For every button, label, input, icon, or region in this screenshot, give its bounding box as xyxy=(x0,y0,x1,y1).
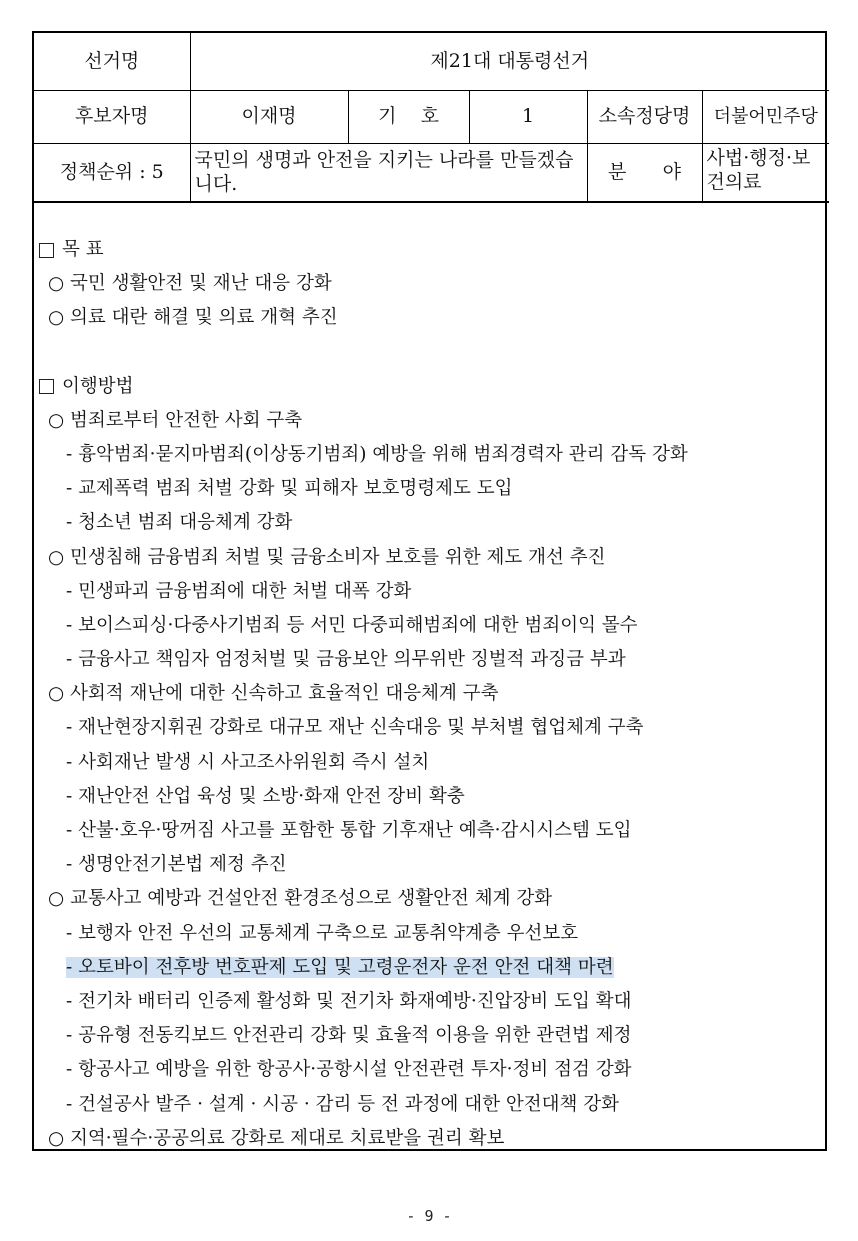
candidate-label: 후보자명 xyxy=(34,90,190,143)
method-subitem-highlighted[interactable] xyxy=(38,951,825,985)
number-label: 기 호 xyxy=(348,90,469,143)
checkbox-square-icon xyxy=(39,243,54,258)
method-item: ○ 교통사고 예방과 건설안전 환경조성으로 생활안전 체계 강화 xyxy=(48,888,553,910)
method-subitem: - 민생파괴 금융범죄에 대한 처벌 대폭 강화 xyxy=(66,580,412,602)
goals-heading: 목 표 xyxy=(38,233,825,267)
method-item: ○ 민생침해 금융범죄 처벌 및 금융소비자 보호를 위한 제도 개선 추진 xyxy=(48,546,606,568)
method-subitem: - 보행자 안전 우선의 교통체계 구축으로 교통취약계층 우선보호 xyxy=(66,922,579,944)
election-value: 제21대 대통령선거 xyxy=(190,33,829,90)
method-subitem: - 금융사고 책임자 엄정처벌 및 금융보안 의무위반 징벌적 과징금 부과 xyxy=(66,649,626,671)
method-subitem: - 재난현장지휘권 강화로 대규모 재난 신속대응 및 부처별 협업체계 구축 xyxy=(66,717,644,739)
method-subitem: - 건설공사 발주 · 설계 · 시공 · 감리 등 전 과정에 대한 안전대책 강화 xyxy=(66,1093,619,1115)
method-subitem: - 공유형 전동킥보드 안전관리 강화 및 효율적 이용을 위한 관련법 제정 xyxy=(66,1025,632,1047)
candidate-value: 이재명 xyxy=(190,90,348,143)
method-item: ○ 사회적 재난에 대한 신속하고 효율적인 대응체계 구축 xyxy=(48,683,499,705)
policy-title: 국민의 생명과 안전을 지키는 나라를 만들겠습니다. xyxy=(190,143,587,202)
header-table xyxy=(34,33,829,203)
policy-body xyxy=(34,203,825,1156)
method-item: ○ 지역·필수·공공의료 강화로 제대로 치료받을 권리 확보 xyxy=(48,1127,505,1149)
method-subitem: - 산불·호우·땅꺼짐 사고를 포함한 통합 기후재난 예측·감시시스템 도입 xyxy=(66,820,632,841)
number-value: 1 xyxy=(469,90,587,143)
method-subitem: - 재난안전 산업 육성 및 소방·화재 안전 장비 확충 xyxy=(66,785,465,807)
method-subitem: - 전기차 배터리 인증제 활성화 및 전기차 화재예방·진압장비 도입 확대 xyxy=(66,990,632,1012)
checkbox-square-icon xyxy=(39,379,54,394)
method-subitem: - 보이스피싱·다중사기범죄 등 서민 다중피해범죄에 대한 범죄이익 몰수 xyxy=(66,614,638,636)
goal-item: ○ 의료 대란 해결 및 의료 개혁 추진 xyxy=(48,307,338,329)
method-subitem: - 항공사고 예방을 위한 항공사·공항시설 안전관련 투자·정비 점검 강화 xyxy=(66,1059,632,1081)
method-subitem: - 사회재난 발생 시 사고조사위원회 즉시 설치 xyxy=(66,751,430,773)
method-subitem: - 청소년 범죄 대응체계 강화 xyxy=(66,512,293,534)
field-value: 사법·행정·보건의료 xyxy=(702,143,829,202)
policy-rank: 정책순위 : 5 xyxy=(34,143,190,202)
method-subitem: - 생명안전기본법 제정 추진 xyxy=(66,854,287,876)
goal-item: ○ 국민 생활안전 및 재난 대응 강화 xyxy=(48,273,332,295)
policy-document xyxy=(32,31,827,1151)
field-label: 분 야 xyxy=(587,143,702,202)
party-label: 소속정당명 xyxy=(587,90,702,143)
party-value: 더불어민주당 xyxy=(702,90,829,143)
election-label: 선거명 xyxy=(34,33,190,90)
method-subitem: - 흉악범죄·묻지마범죄(이상동기범죄) 예방을 위해 범죄경력자 관리 감독 강화 xyxy=(66,443,688,465)
methods-heading: 이행방법 xyxy=(38,370,825,404)
method-subitem: - 교제폭력 범죄 처벌 강화 및 피해자 보호명령제도 도입 xyxy=(66,478,513,500)
page-number: - 9 - xyxy=(406,1207,452,1225)
selected-text[interactable]: - 오토바이 전후방 번호판제 도입 및 고령운전자 운전 안전 대책 마련 xyxy=(66,956,614,978)
method-item: ○ 범죄로부터 안전한 사회 구축 xyxy=(48,409,303,431)
